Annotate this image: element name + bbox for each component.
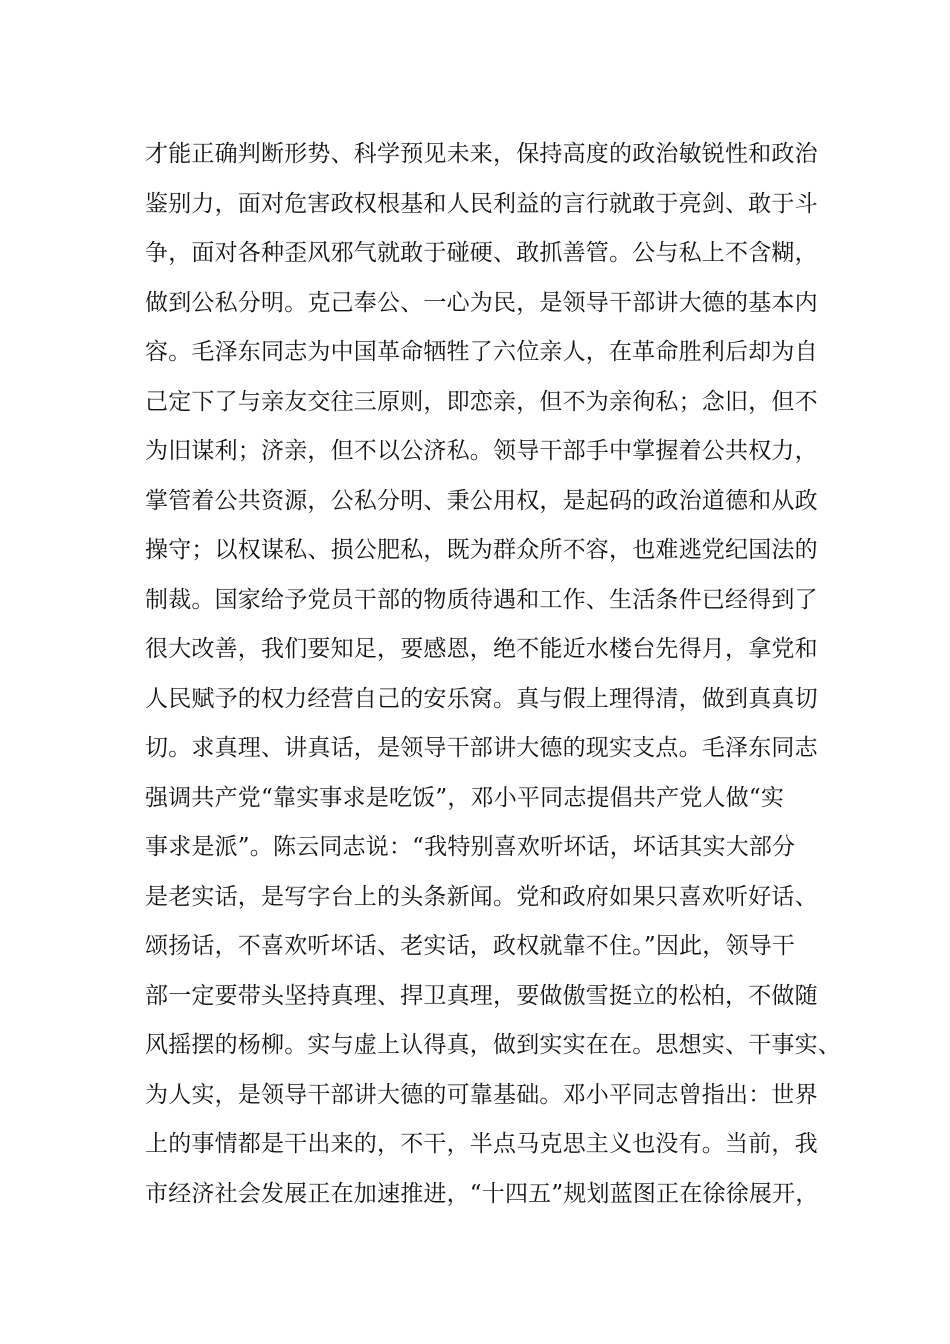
text-line: 掌管着公共资源，公私分明、秉公用权，是起码的政治道德和从政 [145,487,818,514]
text-line: 鉴别力，面对危害政权根基和人民利益的言行就敢于亮剑、敢于斗 [145,190,818,217]
text-line: 风摇摆的杨柳。实与虚上认得真，做到实实在在。思想实、干事实、 [145,1032,841,1058]
text-line: 部一定要带头坚持真理、捍卫真理，要做傲雪挺立的松柏，不做随 [145,982,818,1009]
text-line: 为人实，是领导干部讲大德的可靠基础。邓小平同志曾指出：世界 [145,1081,818,1108]
text-line: 很大改善，我们要知足，要感恩，绝不能近水楼台先得月，拿党和 [145,636,818,662]
text-line: 上的事情都是干出来的，不干，半点马克思主义也没有。当前，我 [145,1131,818,1157]
text-line: 争，面对各种歪风邪气就敢于碰硬、敢抓善管。公与私上不含糊， [145,240,818,266]
text-line: 人民赋予的权力经营自己的安乐窝。真与假上理得清，做到真真切 [145,685,818,712]
text-line: 做到公私分明。克己奉公、一心为民，是领导干部讲大德的基本内 [145,289,818,316]
text-line: 才能正确判断形势、科学预见未来，保持高度的政治敏锐性和政治 [145,141,818,167]
text-line: 市经济社会发展正在加速推进，“十四五”规划蓝图正在徐徐展开， [145,1180,819,1207]
text-line: 是老实话，是写字台上的头条新闻。党和政府如果只喜欢听好话、 [145,883,818,910]
text-line: 制裁。国家给予党员干部的物质待遇和工作、生活条件已经得到了 [145,586,818,613]
body-text [145,130,841,1219]
text-line: 容。毛泽东同志为中国革命牺牲了六位亲人，在革命胜利后却为自 [145,339,818,365]
text-line: 为旧谋利；济亲，但不以公济私。领导干部手中掌握着公共权力， [145,438,818,464]
text-line: 强调共产党“靠实事求是吃饭”，邓小平同志提倡共产党人做“实 [145,784,785,811]
text-line: 事求是派”。陈云同志说：“我特别喜欢听坏话，坏话其实大部分 [145,834,796,860]
text-line: 切。求真理、讲真话，是领导干部讲大德的现实支点。毛泽东同志 [145,735,818,761]
text-line: 操守；以权谋私、损公肥私，既为群众所不容，也难逃党纪国法的 [145,537,818,563]
text-line: 颂扬话，不喜欢听坏话、老实话，政权就靠不住。”因此，领导干 [145,933,796,959]
text-line: 己定下了与亲友交往三原则，即恋亲，但不为亲徇私；念旧，但不 [145,388,818,415]
